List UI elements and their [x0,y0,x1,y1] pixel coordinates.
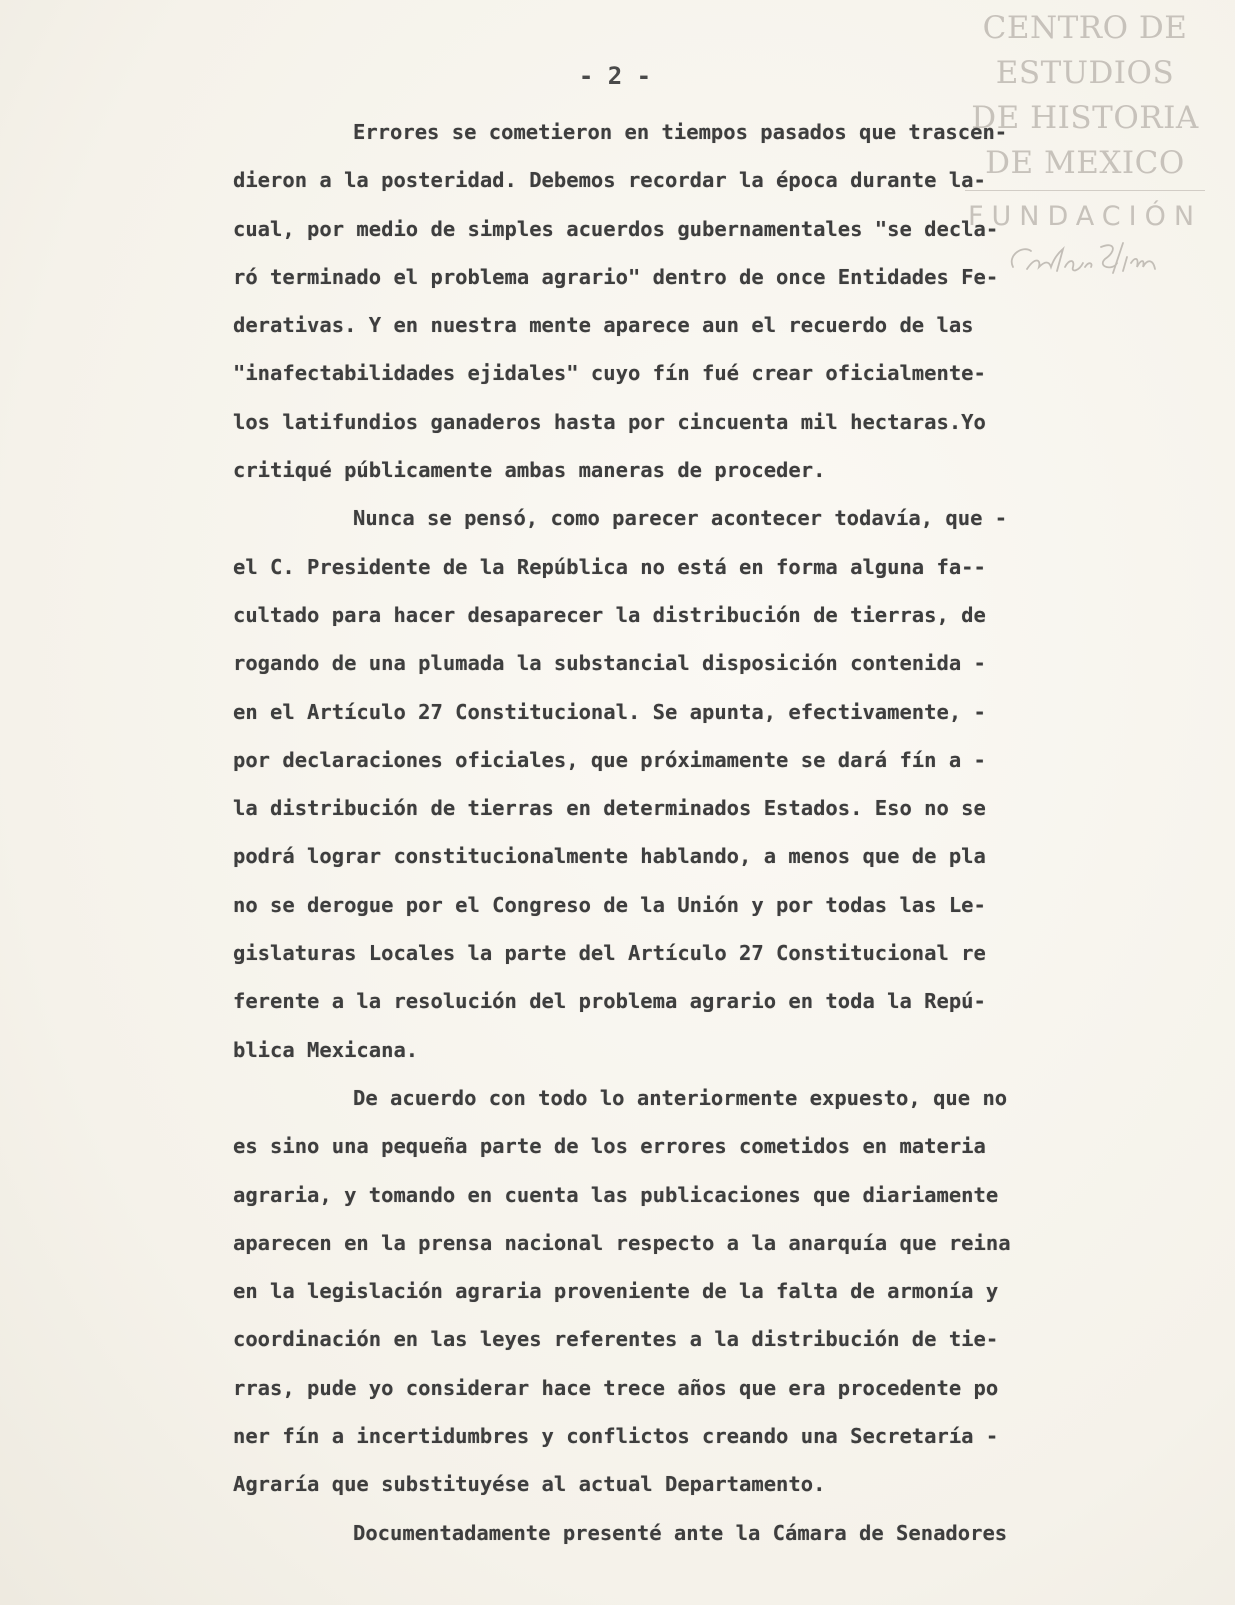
text-line-4: ró terminado el problema agrario" dentro de once Entidades Fe- [233,264,999,289]
typewritten-body [233,108,1178,1557]
text-line-18: gislaturas Locales la parte del Artículo 27 Constitucional re [233,941,986,966]
text-line-16: podrá lograr constitucionalmente hablando, a menos que de pla [233,844,986,869]
text-line-19: ferente a la resolución del problema agrario en toda la Repú- [233,989,986,1014]
watermark-line-3: DE HISTORIA [971,100,1199,136]
text-line-6: "inafectabilidades ejidales" cuyo fín fué crear oficialmente- [233,361,986,386]
text-line-17: no se derogue por el Congreso de la Unión y por todas las Le- [233,892,986,917]
text-line-15: la distribución de tierras en determinados Estados. Eso no se [233,796,986,821]
watermark-line-4: DE MEXICO [985,145,1185,181]
page-number: - 2 - [578,62,652,90]
text-line-30: Documentadamente presenté ante la Cámara de Senadores [353,1520,1008,1545]
text-line-28: ner fín a incertidumbres y conflictos creando una Secretaría - [233,1424,999,1449]
text-line-26: coordinación en las leyes referentes a la distribución de tie- [233,1327,999,1352]
text-line-8: critiqué públicamente ambas maneras de proceder. [233,458,826,483]
text-line-12: rogando de una plumada la substancial disposición contenida - [233,651,986,676]
text-line-27: rras, pude yo considerar hace trece años que era procedente po [233,1375,999,1400]
watermark-line-2: ESTUDIOS [995,55,1175,91]
text-line-24: aparecen en la prensa nacional respecto a la anarquía que reina [233,1230,1011,1255]
text-line-14: por declaraciones oficiales, que próximamente se dará fín a - [233,747,986,772]
watermark-fundacion: FUNDACIÓN [967,201,1203,232]
text-line-10: el C. Presidente de la República no está en forma alguna fa-- [233,554,986,579]
text-line-9: Nunca se pensó, como parecer acontecer todavía, que - [353,506,1008,531]
text-line-1: Errores se cometieron en tiempos pasados que trascen- [353,120,1008,144]
watermark-line-1: CENTRO DE [982,10,1188,46]
text-line-23: agraria, y tomando en cuenta las publicaciones que diariamente [233,1182,999,1207]
text-line-29: Agraría que substituyése al actual Departamento. [233,1472,826,1497]
text-line-2: dieron a la posteridad. Debemos recordar la época durante la- [233,168,986,193]
text-line-5: derativas. Y en nuestra mente aparece aun el recuerdo de las [233,313,974,338]
text-line-7: los latifundios ganaderos hasta por cincuenta mil hectaras.Yo [233,409,986,434]
text-line-20: blica Mexicana. [233,1037,419,1062]
text-line-22: es sino una pequeña parte de los errores cometidos en materia [233,1134,986,1159]
text-line-11: cultado para hacer desaparecer la distribución de tierras, de [233,602,986,627]
text-line-3: cual, por medio de simples acuerdos gubernamentales "se decla- [233,216,999,241]
text-line-25: en la legislación agraria proveniente de la falta de armonía y [233,1279,999,1304]
text-line-13: en el Artículo 27 Constitucional. Se apunta, efectivamente, - [233,699,986,724]
text-line-21: De acuerdo con todo lo anteriormente expuesto, que no [353,1085,1008,1110]
